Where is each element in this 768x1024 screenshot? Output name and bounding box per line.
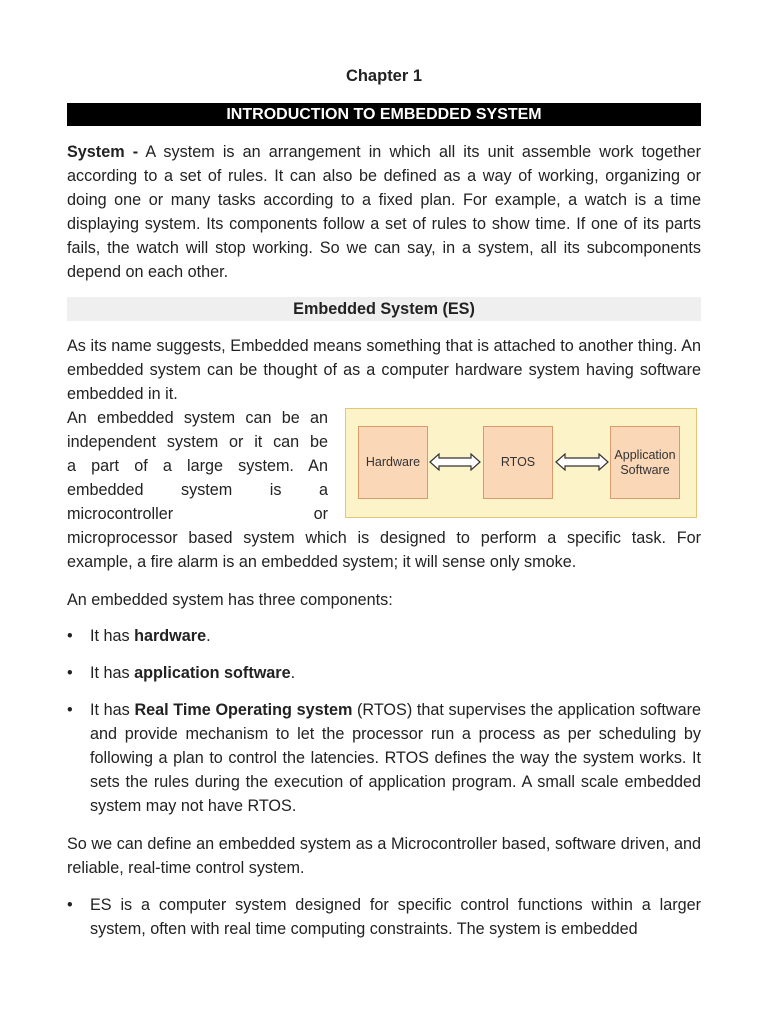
double-arrow-icon (555, 453, 609, 471)
chapter-title: Chapter 1 (345, 67, 423, 85)
wrap-line: a part of a large system. An (67, 457, 328, 475)
wrap-line: independent system or it can be (67, 433, 328, 451)
components-intro: An embedded system has three components: (67, 591, 393, 609)
es-continued-paragraph: microprocessor based system which is designed to perform a specific task. For example, a fire alarm is an embedded system; it will sense only smoke. (67, 529, 701, 571)
wrap-line: embedded system is a (67, 481, 328, 499)
bullet-icon: • (67, 664, 73, 682)
component-list (67, 698, 701, 818)
component-list (67, 624, 701, 648)
double-arrow-icon (429, 453, 481, 471)
list-item: • ES is a computer system designed for specific control functions within a larger system, often with real time computing constraints. The system is embedded (67, 893, 701, 941)
hardware-block: Hardware (358, 426, 428, 499)
wrap-line: microcontroller or (67, 505, 328, 523)
list-item: • It has application software. (67, 661, 701, 685)
bullet-icon: • (67, 701, 73, 719)
application-software-block: Application Software (610, 426, 680, 499)
system-definition-paragraph (67, 140, 701, 284)
es-intro-paragraph: As its name suggests, Embedded means something that is attached to another thing. An embedded system can be thought of as a computer hardware system having software embedded in it. (67, 337, 701, 403)
es-bullet-list (67, 893, 701, 941)
list-item: • It has Real Time Operating system (RTOS) that supervises the application software and provide mechanism to let the processor run a process as per scheduling by following a plan to control the latencies. RTOS defines the way the system works. It sets the rules during the execution of application program. A small scale embedded system may not have RTOS. (67, 698, 701, 818)
system-definition-text: A system is an arrangement in which all its unit assemble work together according to a set of rules. It can also be defined as a way of working, organizing or doing one or many tasks according to a fixed plan. For example, a watch is a time displaying system. Its components follow a set of rules to show time. If one of its parts fails, the watch will stop working. So we can say, in a system, all its subcomponents depend on each other. (67, 143, 701, 281)
definition-paragraph: So we can define an embedded system as a Microcontroller based, software driven, and reliable, real-time control system. (67, 835, 701, 877)
component-list (67, 661, 701, 685)
wrap-line: An embedded system can be an (67, 409, 328, 427)
chapter-banner: INTRODUCTION TO EMBEDDED SYSTEM (67, 103, 701, 126)
es-block-diagram (345, 408, 697, 518)
list-item: • It has hardware. (67, 624, 701, 648)
section-heading: Embedded System (ES) (67, 297, 701, 321)
es-wrap-paragraph (67, 406, 328, 526)
bullet-icon: • (67, 896, 73, 914)
rtos-block: RTOS (483, 426, 553, 499)
system-term: System - (67, 143, 139, 161)
bullet-icon: • (67, 627, 73, 645)
